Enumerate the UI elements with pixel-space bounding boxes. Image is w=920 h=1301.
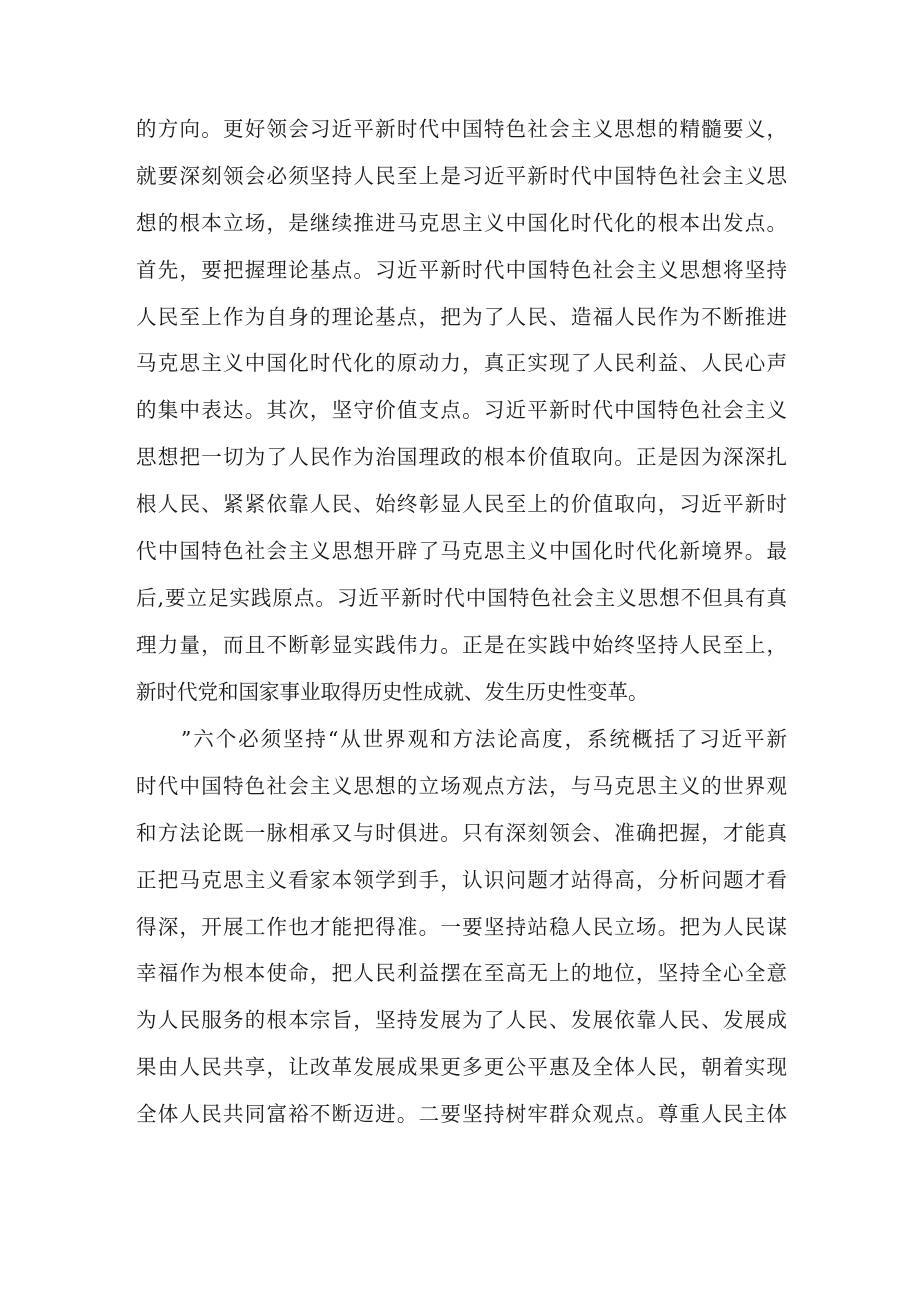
- paragraph-1-line: 马克思主义中国化时代化的原动力，真正实现了人民利益、人民心声: [136, 351, 787, 376]
- paragraph-2: [136, 716, 787, 1138]
- paragraph-2-line: 和方法论既一脉相承又与时俱进。只有深刻领会、准确把握，才能真: [136, 820, 787, 845]
- paragraph-2-line: 正把马克思主义看家本领学到手，认识问题才站得高，分析问题才看: [136, 867, 787, 892]
- paragraph-1-line: 就要深刻领会必须坚持人民至上是习近平新时代中国特色社会主义思: [136, 163, 787, 188]
- paragraph-1-line: 根人民、紧紧依靠人民、始终彰显人民至上的价值取向，习近平新时: [136, 492, 787, 517]
- paragraph-2-line: 果由人民共享，让改革发展成果更多更公平惠及全体人民，朝着实现: [136, 1055, 787, 1080]
- paragraph-2-line: 全体人民共同富裕不断迈进。二要坚持树牢群众观点。尊重人民主体: [136, 1102, 787, 1127]
- paragraph-1-line: 新时代党和国家事业取得历史性成就、发生历史性变革。: [136, 679, 649, 704]
- paragraph-1-line: 的方向。更好领会习近平新时代中国特色社会主义思想的精髓要义，: [136, 117, 787, 141]
- paragraph-1-line: 首先，要把握理论基点。习近平新时代中国特色社会主义思想将坚持: [136, 257, 787, 282]
- paragraph-2-line: 为人民服务的根本宗旨，坚持发展为了人民、发展依靠人民、发展成: [136, 1008, 787, 1033]
- paragraph-1-line: 后,要立足实践原点。习近平新时代中国特色社会主义思想不但具有真: [136, 585, 787, 610]
- paragraph-2-line: 得深，开展工作也才能把得准。一要坚持站稳人民立场。把为人民谋: [136, 914, 787, 939]
- paragraph-1-line: 思想把一切为了人民作为治国理政的根本价值取向。正是因为深深扎: [136, 445, 787, 470]
- paragraph-2-line: ”六个必须坚持“从世界观和方法论高度，系统概括了习近平新: [136, 727, 787, 751]
- paragraph-1-line: 理力量，而且不断彰显实践伟力。正是在实践中始终坚持人民至上，: [136, 632, 787, 657]
- paragraph-1: [136, 106, 787, 716]
- paragraph-1-line: 代中国特色社会主义思想开辟了马克思主义中国化时代化新境界。最: [136, 539, 787, 564]
- paragraph-1-line: 人民至上作为自身的理论基点，把为了人民、造福人民作为不断推进: [136, 304, 787, 329]
- paragraph-1-line: 想的根本立场，是继续推进马克思主义中国化时代化的根本出发点。: [136, 210, 787, 235]
- paragraph-2-line: 时代中国特色社会主义思想的立场观点方法，与马克思主义的世界观: [136, 773, 787, 798]
- paragraph-1-line: 的集中表达。其次，坚守价值支点。习近平新时代中国特色社会主义: [136, 398, 787, 423]
- paragraph-2-line: 幸福作为根本使命，把人民利益摆在至高无上的地位，坚持全心全意: [136, 961, 787, 986]
